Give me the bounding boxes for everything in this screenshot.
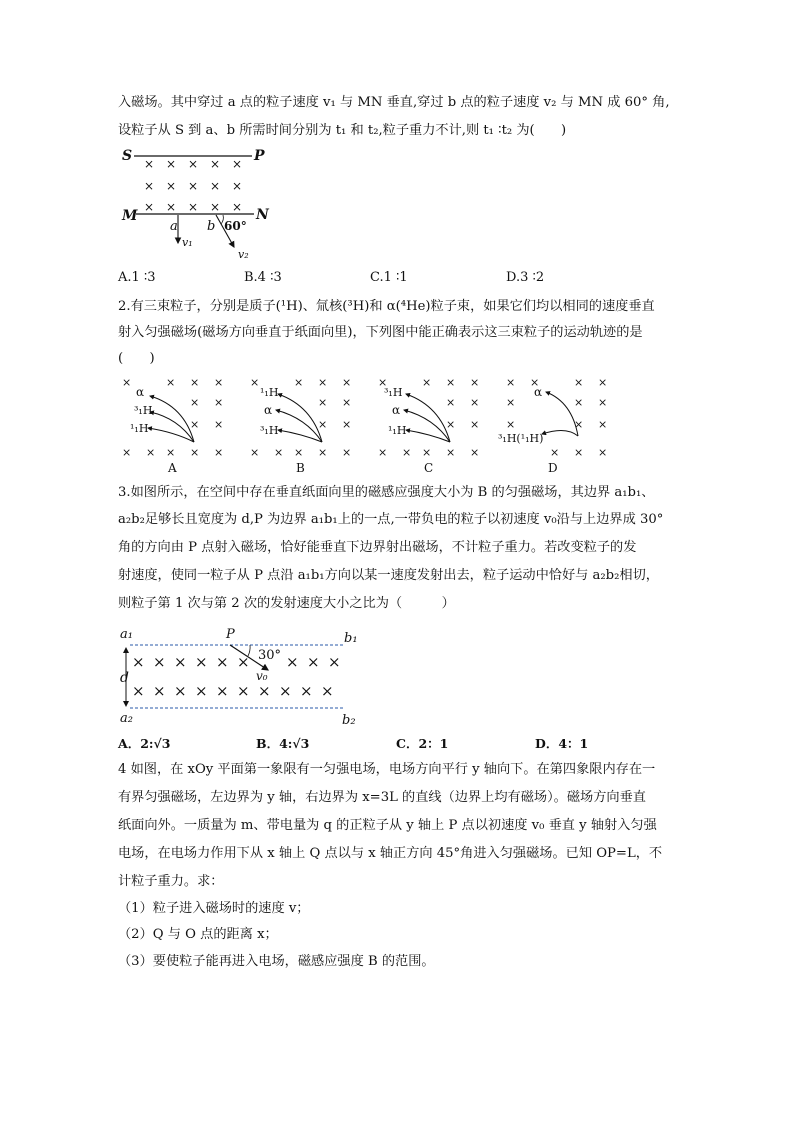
svg-text:×: ×	[144, 200, 155, 214]
label-b2: b₂	[342, 713, 356, 728]
svg-text:×: ×	[574, 376, 584, 389]
svg-text:×: ×	[378, 446, 388, 459]
svg-text:×: ×	[321, 682, 334, 700]
label-a2: a₂	[120, 711, 133, 726]
svg-text:×: ×	[294, 376, 304, 389]
svg-text:³₁H: ³₁H	[134, 404, 153, 417]
svg-text:×: ×	[506, 396, 516, 409]
q2-label-d: D	[548, 461, 558, 475]
q3-line-2: a₂b₂足够长且宽度为 d,P 为边界 a₁b₁上的一点,一带负电的粒子以初速度 v₀沿与上边界成 30°	[118, 512, 664, 527]
svg-text:×: ×	[530, 376, 540, 389]
svg-text:×: ×	[506, 376, 516, 389]
svg-text:×: ×	[214, 446, 224, 459]
svg-text:×: ×	[190, 376, 200, 389]
svg-text:×: ×	[258, 682, 271, 700]
svg-text:×: ×	[470, 418, 480, 431]
svg-text:×: ×	[214, 376, 224, 389]
svg-text:×: ×	[188, 179, 199, 193]
label-b: b	[207, 219, 216, 234]
q2-panel-d[interactable]	[498, 376, 607, 475]
svg-text:×: ×	[250, 446, 260, 459]
svg-text:×: ×	[210, 179, 221, 193]
svg-text:×: ×	[153, 653, 166, 671]
svg-text:×: ×	[214, 396, 224, 409]
svg-text:×: ×	[166, 446, 176, 459]
svg-text:α: α	[136, 385, 145, 399]
svg-text:×: ×	[237, 653, 250, 671]
svg-text:×: ×	[237, 682, 250, 700]
q4-line-2: 有界匀强磁场，左边界为 y 轴，右边界为 x=3L 的直线（边界上均有磁场）。磁场方向垂直	[118, 790, 646, 805]
svg-text:×: ×	[166, 200, 177, 214]
svg-text:×: ×	[274, 446, 284, 459]
svg-text:×: ×	[166, 376, 176, 389]
label-n: N	[256, 207, 269, 223]
label-s: S	[122, 148, 133, 164]
svg-text:×: ×	[598, 418, 608, 431]
label-v2: v₂	[238, 248, 249, 261]
svg-text:×: ×	[446, 418, 456, 431]
q1-line-2: 设粒子从 S 到 a、b 所需时间分别为 t₁ 和 t₂,粒子重力不计,则 t₁ ∶t₂ 为( )	[118, 123, 567, 138]
label-v0: v₀	[256, 669, 268, 683]
svg-text:×: ×	[300, 682, 313, 700]
label-a1: a₁	[120, 627, 133, 642]
q2-line-1: 2.有三束粒子，分别是质子(¹H)、氚核(³H)和 α(⁴He)粒子束，如果它们均以相同的速度垂直	[118, 299, 655, 314]
svg-text:×: ×	[402, 446, 412, 459]
q4-line-5: 计粒子重力。求：	[118, 874, 224, 889]
svg-text:¹₁H: ¹₁H	[130, 422, 149, 435]
label-p: P	[226, 627, 235, 642]
svg-text:×: ×	[422, 376, 432, 389]
q3-line-3: 角的方向由 P 点射入磁场，恰好能垂直下边界射出磁场，不计粒子重力。若改变粒子的发	[118, 540, 637, 555]
svg-text:×: ×	[210, 200, 221, 214]
q2-label-a: A	[168, 461, 177, 475]
svg-text:α: α	[264, 403, 273, 417]
q2-label-c: C	[424, 461, 434, 475]
q1-option-a[interactable]: A.1 ∶3	[118, 270, 156, 285]
q3-line-4: 射速度，使同一粒子从 P 点沿 a₁b₁方向以某一速度发射出去，粒子运动中恰好与 a₂b₂相切，	[118, 568, 659, 583]
svg-text:×: ×	[422, 446, 432, 459]
svg-text:×: ×	[188, 157, 199, 171]
svg-text:³₁H(¹₁H): ³₁H(¹₁H)	[498, 432, 544, 445]
q1-option-d[interactable]: D.3 ∶2	[506, 270, 545, 285]
q4-line-7: （2）Q 与 O 点的距离 x；	[118, 927, 278, 942]
svg-text:×: ×	[574, 418, 584, 431]
q1-options	[118, 270, 598, 288]
svg-text:×: ×	[574, 396, 584, 409]
label-d: d	[120, 670, 129, 686]
q4-line-4: 电场，在电场力作用下从 x 轴上 Q 点以与 x 轴正方向 45°角进入匀强磁场。已知 OP=L，不	[118, 846, 663, 861]
q2-label-b: B	[296, 461, 305, 475]
svg-text:×: ×	[174, 653, 187, 671]
q4-line-6: （1）粒子进入磁场时的速度 v；	[118, 901, 310, 916]
label-a: a	[170, 219, 178, 234]
svg-text:×: ×	[190, 418, 200, 431]
svg-text:×: ×	[188, 200, 199, 214]
svg-text:×: ×	[446, 376, 456, 389]
svg-text:×: ×	[174, 682, 187, 700]
svg-text:×: ×	[318, 396, 328, 409]
svg-text:×: ×	[122, 446, 132, 459]
svg-text:×: ×	[506, 418, 516, 431]
svg-text:α: α	[534, 385, 543, 399]
svg-text:×: ×	[122, 376, 132, 389]
q1-figure	[120, 146, 280, 262]
svg-text:×: ×	[446, 446, 456, 459]
q3-option-d[interactable]: D．4：1	[535, 736, 589, 751]
svg-text:×: ×	[342, 446, 352, 459]
svg-text:×: ×	[279, 682, 292, 700]
q3-option-a[interactable]: A．2:√3	[118, 736, 171, 751]
svg-text:×: ×	[250, 376, 260, 389]
label-60: 60°	[224, 219, 247, 233]
svg-text:×: ×	[318, 376, 328, 389]
label-b1: b₁	[344, 631, 358, 646]
q2-line-3: ( )	[118, 351, 155, 366]
q1-option-b[interactable]: B.4 ∶3	[244, 270, 282, 285]
svg-text:×: ×	[574, 446, 584, 459]
svg-text:×: ×	[144, 179, 155, 193]
svg-text:×: ×	[190, 396, 200, 409]
q2-panel-b[interactable]	[250, 376, 351, 475]
q3-options	[118, 734, 598, 752]
svg-text:×: ×	[470, 446, 480, 459]
q3-figure	[118, 624, 368, 728]
q4-line-3: 纸面向外。一质量为 m、带电量为 q 的正粒子从 y 轴上 P 点以初速度 v₀ 垂直 y 轴射入匀强	[118, 818, 657, 833]
q2-panel-a[interactable]	[122, 376, 223, 475]
svg-text:α: α	[392, 403, 401, 417]
svg-text:×: ×	[216, 653, 229, 671]
svg-text:×: ×	[232, 179, 243, 193]
q3-option-c[interactable]: C．2：1	[396, 736, 449, 751]
svg-text:×: ×	[132, 682, 145, 700]
label-30: 30°	[258, 648, 282, 663]
svg-text:×: ×	[286, 653, 299, 671]
svg-text:×: ×	[318, 446, 328, 459]
svg-text:×: ×	[166, 179, 177, 193]
svg-text:¹₁H: ¹₁H	[388, 424, 407, 437]
q4-line-8: （3）要使粒子能再进入电场，磁感应强度 B 的范围。	[118, 954, 435, 969]
angle-arc	[221, 215, 223, 224]
q1-option-c[interactable]: C.1 ∶1	[370, 270, 408, 285]
svg-text:×: ×	[144, 157, 155, 171]
label-v1: v₁	[182, 236, 193, 249]
svg-text:×: ×	[166, 157, 177, 171]
label-p: P	[254, 148, 265, 164]
svg-text:×: ×	[446, 396, 456, 409]
svg-text:×: ×	[232, 200, 243, 214]
svg-text:×: ×	[470, 376, 480, 389]
q2-panel-c[interactable]	[378, 376, 479, 475]
svg-text:×: ×	[146, 446, 156, 459]
svg-text:×: ×	[342, 396, 352, 409]
svg-text:×: ×	[598, 446, 608, 459]
svg-text:×: ×	[214, 418, 224, 431]
svg-text:×: ×	[342, 376, 352, 389]
q1-field-crosses	[144, 157, 242, 214]
q2-figure	[118, 372, 618, 476]
svg-text:×: ×	[153, 682, 166, 700]
svg-text:×: ×	[598, 396, 608, 409]
svg-text:×: ×	[294, 446, 304, 459]
svg-text:×: ×	[378, 376, 388, 389]
svg-text:×: ×	[195, 682, 208, 700]
svg-text:×: ×	[342, 418, 352, 431]
q4-line-1: 4 如图，在 xOy 平面第一象限有一匀强电场，电场方向平行 y 轴向下。在第四象限内存在一	[118, 762, 656, 777]
q3-option-b[interactable]: B．4:√3	[256, 736, 310, 751]
svg-text:¹₁H: ¹₁H	[260, 386, 279, 399]
svg-text:×: ×	[195, 653, 208, 671]
svg-text:×: ×	[598, 376, 608, 389]
svg-text:³₁H: ³₁H	[260, 424, 279, 437]
svg-text:×: ×	[132, 653, 145, 671]
svg-text:×: ×	[210, 157, 221, 171]
svg-text:×: ×	[307, 653, 320, 671]
svg-text:×: ×	[190, 446, 200, 459]
svg-text:×: ×	[550, 446, 560, 459]
svg-text:×: ×	[328, 653, 341, 671]
label-m: M	[122, 208, 138, 224]
svg-text:×: ×	[216, 682, 229, 700]
svg-text:³₁H: ³₁H	[384, 386, 403, 399]
svg-text:×: ×	[470, 396, 480, 409]
q1-line-1: 入磁场。其中穿过 a 点的粒子速度 v₁ 与 MN 垂直,穿过 b 点的粒子速度 v₂ 与 MN 成 60° 角,	[118, 95, 670, 110]
q3-line-1: 3.如图所示，在空间中存在垂直纸面向里的磁感应强度大小为 B 的匀强磁场，其边界 a₁b₁、	[118, 485, 655, 500]
svg-text:×: ×	[318, 418, 328, 431]
q3-line-5: 则粒子第 1 次与第 2 次的发射速度大小之比为（ ）	[118, 596, 455, 611]
svg-text:×: ×	[232, 157, 243, 171]
q2-line-2: 射入匀强磁场(磁场方向垂直于纸面向里)，下列图中能正确表示这三束粒子的运动轨迹的是	[118, 325, 643, 340]
q3-field-crosses	[132, 653, 341, 700]
